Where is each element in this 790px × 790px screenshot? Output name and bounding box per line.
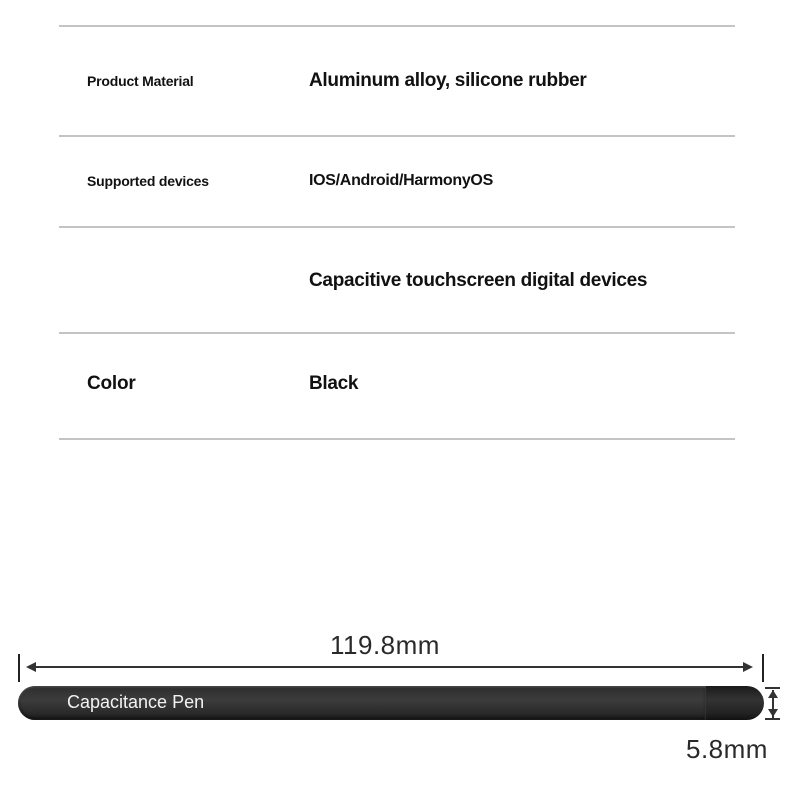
- length-label: 119.8mm: [330, 630, 440, 660]
- length-arrow-line: [30, 666, 748, 668]
- arrow-right-icon: [743, 662, 753, 672]
- spec-value: Aluminum alloy, silicone rubber: [309, 70, 587, 91]
- table-divider: [59, 438, 735, 440]
- arrow-left-icon: [26, 662, 36, 672]
- spec-value: IOS/Android/HarmonyOS: [309, 172, 493, 189]
- spec-label: Supported devices: [87, 173, 209, 189]
- spec-label: Color: [87, 373, 136, 394]
- diameter-top-tick: [765, 687, 780, 689]
- spec-value: Black: [309, 373, 359, 394]
- pen-label: Capacitance Pen: [67, 692, 205, 712]
- spec-label: Product Material: [87, 73, 194, 89]
- table-divider: [59, 25, 735, 27]
- arrow-up-icon: [768, 690, 778, 698]
- arrow-down-icon: [768, 709, 778, 717]
- length-end-tick: [762, 654, 764, 682]
- diameter-label: 5.8mm: [686, 734, 768, 764]
- length-start-tick: [18, 654, 20, 682]
- table-divider: [59, 135, 735, 137]
- diameter-bottom-tick: [765, 718, 780, 720]
- table-divider: [59, 332, 735, 334]
- table-divider: [59, 226, 735, 228]
- pen-tip: [706, 686, 764, 720]
- spec-value: Capacitive touchscreen digital devices: [309, 270, 648, 291]
